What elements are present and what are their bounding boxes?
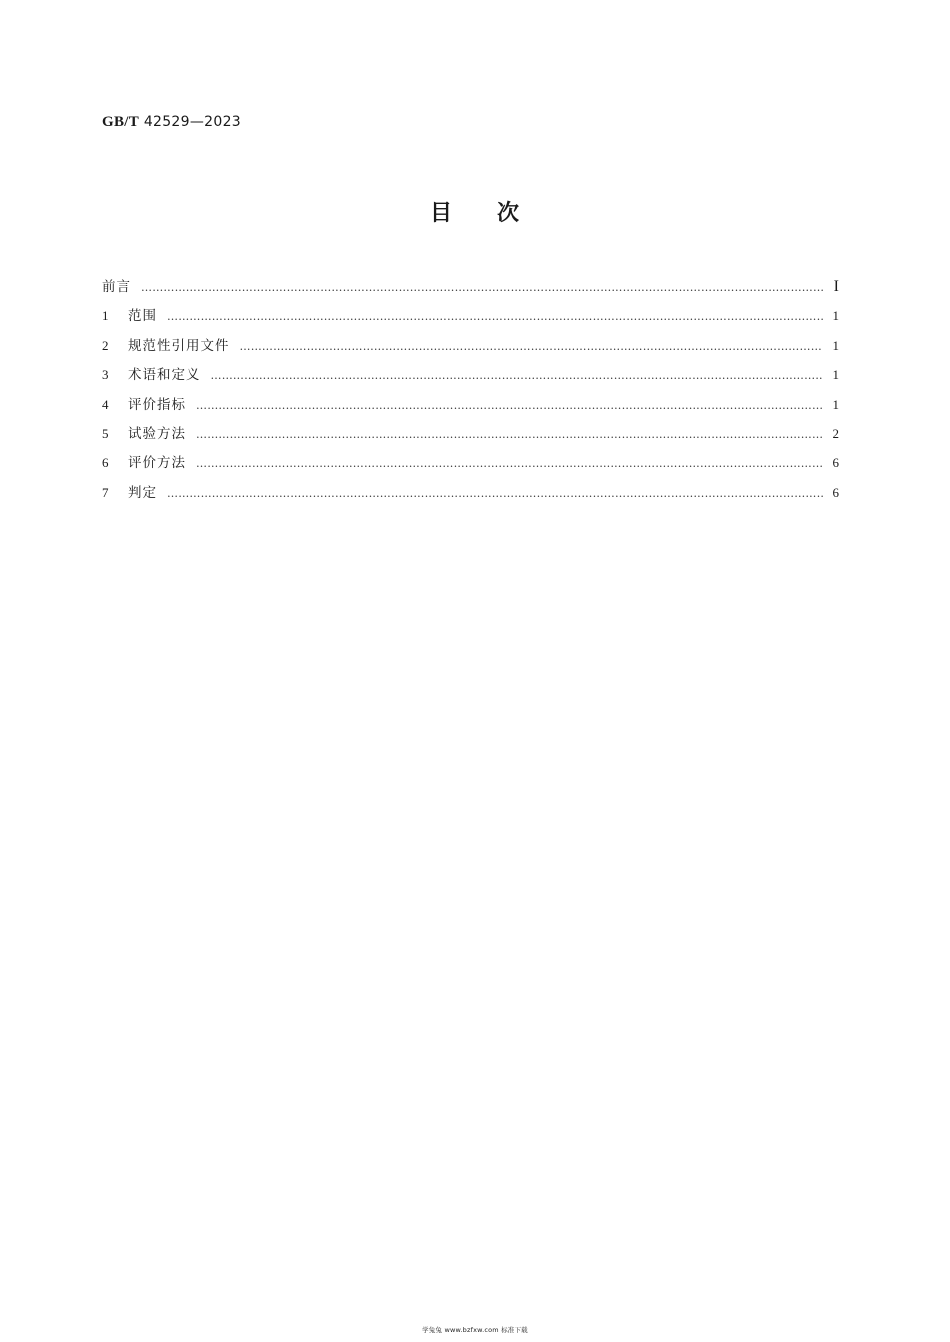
toc-entry-page: 6 (832, 455, 839, 471)
toc-entry-number: 5 (102, 425, 109, 441)
toc-entry-number: 6 (102, 455, 109, 471)
toc-entry-label: 术语和定义 (128, 367, 201, 384)
toc-leader (196, 457, 823, 470)
standard-prefix: GB/T (102, 114, 140, 130)
toc-leader (141, 281, 823, 294)
toc-entry-2[interactable] (102, 334, 839, 363)
toc-leader (196, 428, 823, 441)
standard-number: 42529—2023 (143, 114, 241, 130)
toc-entry-6[interactable] (102, 451, 839, 480)
toc-entry-label: 试验方法 (128, 425, 186, 442)
toc-entry-label: 评价指标 (128, 396, 186, 413)
toc-entry-label: 评价方法 (128, 455, 186, 472)
toc-entry-5[interactable] (102, 422, 839, 451)
toc-entry-page: I (833, 278, 839, 295)
toc-entry-label: 范围 (128, 308, 157, 325)
toc-title-char-1: 目 (429, 201, 453, 226)
toc-entry-4[interactable] (102, 393, 839, 422)
toc-entry-label: 判定 (128, 484, 157, 501)
toc-entry-label: 前言 (102, 279, 131, 295)
footer-watermark: 学兔兔 www.bzfxw.com 标准下载 (422, 1326, 528, 1334)
toc-entry-1[interactable] (102, 304, 839, 333)
table-of-contents (102, 275, 839, 510)
toc-leader (211, 369, 824, 382)
toc-entry-number: 3 (102, 367, 109, 383)
toc-entry-number: 7 (102, 484, 109, 500)
toc-title-char-2: 次 (497, 201, 521, 226)
toc-entry-7[interactable] (102, 481, 839, 510)
toc-leader (196, 399, 823, 412)
toc-leader (167, 310, 823, 323)
toc-entry-page: 1 (832, 308, 839, 324)
toc-entry-foreword[interactable] (102, 275, 839, 304)
toc-entry-3[interactable] (102, 363, 839, 392)
toc-entry-number: 1 (102, 308, 109, 324)
toc-leader (240, 340, 824, 353)
toc-entry-number: 4 (102, 396, 109, 412)
toc-entry-page: 1 (832, 337, 839, 353)
toc-entry-number: 2 (102, 337, 109, 353)
toc-title (0, 196, 950, 227)
toc-leader (167, 487, 823, 500)
toc-entry-page: 6 (832, 484, 839, 500)
toc-entry-page: 1 (832, 367, 839, 383)
toc-entry-page: 2 (832, 425, 839, 441)
toc-entry-page: 1 (832, 396, 839, 412)
standard-code (102, 114, 241, 131)
toc-entry-label: 规范性引用文件 (128, 337, 230, 354)
